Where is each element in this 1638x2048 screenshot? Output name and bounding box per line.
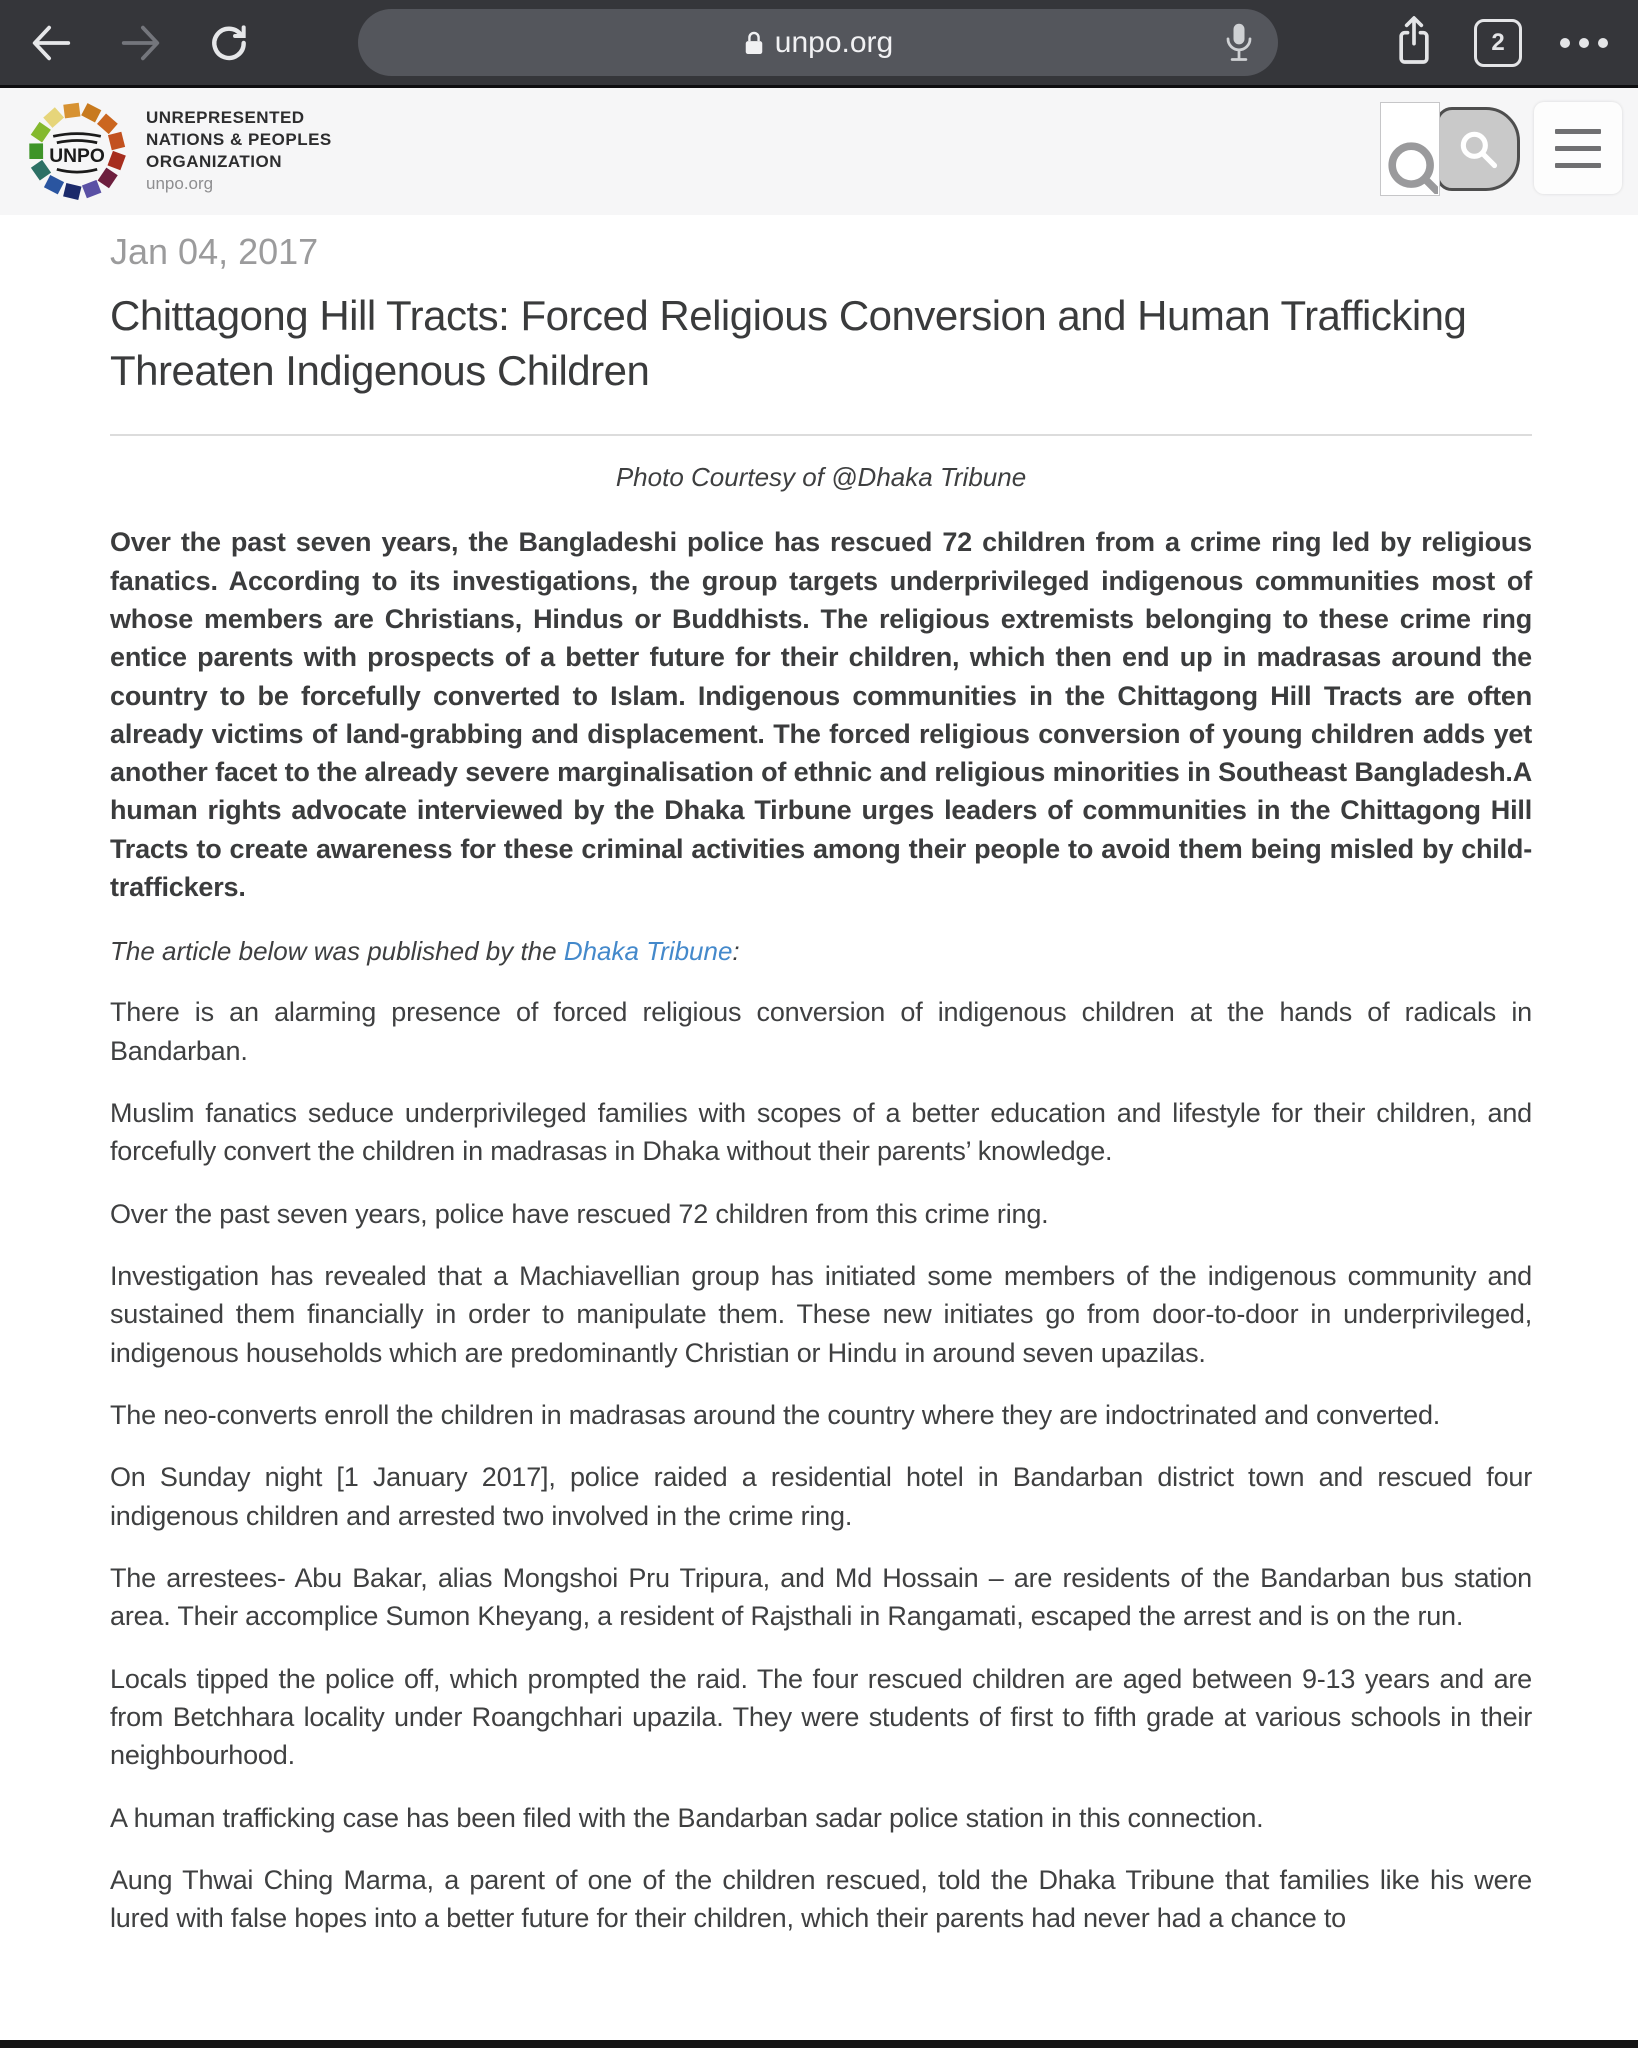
article-title: Chittagong Hill Tracts: Forced Religious Conversion and Human Trafficking Threaten Indigenous Children <box>110 292 1467 394</box>
back-button[interactable] <box>28 20 74 66</box>
url-text <box>743 26 893 60</box>
back-arrow-icon <box>28 20 74 66</box>
article-paragraph: Muslim fanatics seduce underprivileged families with scopes of a better education and lifestyle for their children, and forcefully convert the children in madrasas in Dhaka without their parents’ knowledge. <box>110 1098 1532 1167</box>
menu-button[interactable] <box>1534 102 1622 194</box>
article-paragraph: Locals tipped the police off, which prompted the raid. The four rescued children are aged between 9-13 years and are from Betchhara locality under Roangchhari upazila. They were students of first to fifth grade at various schools in their neighbourhood. <box>110 1663 1532 1771</box>
svg-text:UNPO: UNPO <box>49 146 105 167</box>
lock-icon <box>743 30 765 56</box>
source-prefix: The article below was published by the <box>110 936 564 967</box>
forward-arrow-icon <box>118 20 164 66</box>
forward-button[interactable] <box>118 20 164 66</box>
url-bar[interactable] <box>358 9 1278 76</box>
browser-menu-button[interactable] <box>1560 38 1608 48</box>
article-date: Jan 04, 2017 <box>110 231 319 272</box>
unpo-logo-text <box>146 107 332 195</box>
unpo-logo[interactable] <box>22 96 332 206</box>
share-icon <box>1392 14 1436 66</box>
site-header <box>0 88 1638 215</box>
article-paragraph: Aung Thwai Ching Marma, a parent of one of the children rescued, told the Dhaka Tribune that families like his were lured with false hopes into a better future for their children, which their parents had never had a chance to <box>110 1865 1532 1934</box>
source-line <box>110 936 1532 967</box>
reload-button[interactable] <box>206 20 252 66</box>
header-actions <box>1380 102 1622 196</box>
hamburger-icon <box>1555 129 1601 134</box>
browser-toolbar <box>0 0 1638 88</box>
dhaka-tribune-link[interactable]: Dhaka Tribune <box>563 936 733 967</box>
article-paragraph: The neo-converts enroll the children in madrasas around the country where they are indoctrinated and converted. <box>110 1400 1441 1431</box>
search-input[interactable] <box>1380 102 1440 196</box>
logo-line-1: UNREPRESENTED <box>146 107 305 127</box>
search-button[interactable] <box>1436 107 1520 191</box>
source-suffix: : <box>732 936 740 967</box>
article-paragraph: Over the past seven years, police have rescued 72 children from this crime ring. <box>110 1198 1049 1229</box>
article-body <box>110 993 1532 1937</box>
url-domain: unpo.org <box>774 25 894 59</box>
reload-icon <box>207 21 251 65</box>
article-paragraph: Investigation has revealed that a Machiavellian group has initiated some members of the indigenous community and sustained them financially in order to manipulate them. These new initiates go from door-to-door in underprivileged, indigenous households which are predominantly Christian or Hindu in around seven upazilas. <box>110 1261 1532 1368</box>
article-paragraph: On Sunday night [1 January 2017], police raided a residential hotel in Bandarban district town and rescued four indigenous children and arrested two involved in the crime ring. <box>110 1462 1532 1531</box>
unpo-logo-mark-icon <box>22 96 132 206</box>
toolbar-right-icons <box>1392 0 1638 85</box>
voice-search-button[interactable] <box>1222 21 1256 70</box>
tabs-button[interactable] <box>1474 19 1522 67</box>
search-icon <box>1456 127 1500 171</box>
article-paragraph: A human trafficking case has been filed with the Bandarban sadar police station in this connection. <box>110 1802 1264 1833</box>
title-divider <box>110 434 1532 436</box>
ellipsis-icon <box>1560 38 1570 48</box>
article <box>0 231 1638 1938</box>
microphone-icon <box>1222 21 1256 65</box>
photo-caption: Photo Courtesy of @Dhaka Tribune <box>615 462 1027 493</box>
article-paragraph: The arrestees- Abu Bakar, alias Mongshoi Pru Tripura, and Md Hossain – are residents of the Bandarban bus station area. Their accomplice Sumon Kheyang, a resident of Rajsthali in Rangamati, escaped the arrest and is on the run. <box>110 1563 1532 1632</box>
bottom-edge-bar <box>0 2040 1638 2048</box>
article-paragraph: There is an alarming presence of forced religious conversion of indigenous children at the hands of radicals in Bandarban. <box>110 997 1532 1066</box>
lead-paragraph: Over the past seven years, the Bangladeshi police has rescued 72 children from a crime ring led by religious fanatics. According to its investigations, the group targets underprivileged indigenous communities most of whose members are Christians, Hindus or Buddhists. The religious extremists belonging to these crime ring entice parents with prospects of a better future for their children, which then end up in madrasas around the country to be forcefully converted to Islam. Indigenous communities in the Chittagong Hill Tracts are often already victims of land-grabbing and displacement. The forced religious conversion of young children adds yet another facet to the already severe marginalisation of ethnic and religious minorities in Southeast Bangladesh.A human rights advocate interviewed by the Dhaka Tirbune urges leaders of communities in the Chittagong Hill Tracts to create awareness for these criminal activities among their people to avoid them being misled by child-traffickers. <box>110 527 1532 903</box>
logo-line-3: ORGANIZATION <box>146 152 283 171</box>
logo-line-2: NATIONS & PEOPLES <box>146 129 332 149</box>
share-button[interactable] <box>1392 14 1436 71</box>
logo-site-url: unpo.org <box>146 174 214 194</box>
tab-count: 2 <box>1491 28 1505 56</box>
